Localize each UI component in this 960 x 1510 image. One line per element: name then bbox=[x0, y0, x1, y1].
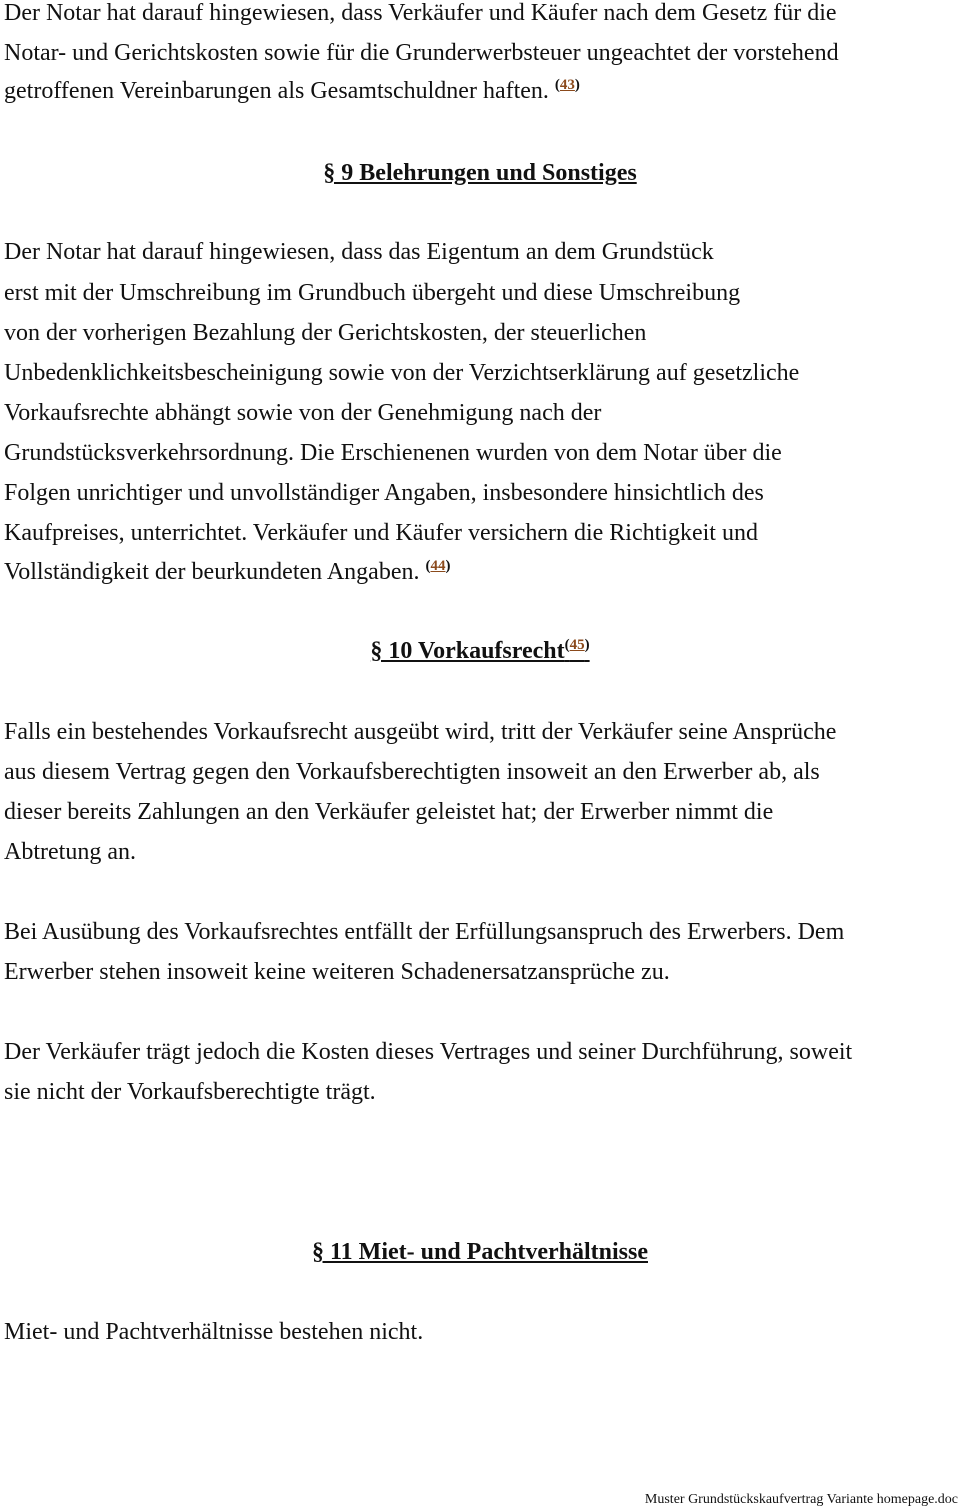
text-line: Abtretung an. bbox=[4, 839, 136, 865]
footnote-link-43[interactable]: 43 bbox=[559, 77, 575, 93]
text-line: sie nicht der Vorkaufsberechtigte trägt. bbox=[4, 1079, 376, 1105]
text: Vollständigkeit der beurkundeten Angaben. bbox=[4, 559, 420, 585]
footnote-ref: (45) bbox=[564, 637, 590, 653]
text: getroffenen Vereinbarungen als Gesamtschuldner haften. bbox=[4, 78, 549, 104]
text-line: Erwerber stehen insoweit keine weiteren Schadenersatzansprüche zu. bbox=[4, 959, 670, 985]
text-line: Falls ein bestehendes Vorkaufsrecht ausgeübt wird, tritt der Verkäufer seine Ansprüche bbox=[4, 719, 837, 745]
text-line: dieser bereits Zahlungen an den Verkäufer geleistet hat; der Erwerber nimmt die bbox=[4, 799, 774, 825]
text-line: Folgen unrichtiger und unvollständiger Angaben, insbesondere hinsichtlich des bbox=[4, 480, 764, 506]
text-line: Der Notar hat darauf hingewiesen, dass Verkäufer und Käufer nach dem Gesetz für die bbox=[4, 0, 837, 26]
text-line: Vorkaufsrechte abhängt sowie von der Genehmigung nach der bbox=[4, 400, 602, 426]
text-line: erst mit der Umschreibung im Grundbuch übergeht und diese Umschreibung bbox=[4, 280, 741, 306]
section-heading-10 bbox=[0, 637, 960, 665]
footnote-ref: (44) bbox=[425, 558, 451, 574]
text-line: Miet- und Pachtverhältnisse bestehen nicht. bbox=[4, 1319, 424, 1345]
text-line: von der vorherigen Bezahlung der Gerichtskosten, der steuerlichen bbox=[4, 320, 647, 346]
section-heading-11: § 11 Miet- und Pachtverhältnisse bbox=[312, 1239, 648, 1265]
page-footer: Muster Grundstückskaufvertrag Variante homepage.doc bbox=[644, 1492, 958, 1507]
text-line: Bei Ausübung des Vorkaufsrechtes entfällt der Erfüllungsanspruch des Erwerbers. Dem bbox=[4, 919, 845, 945]
text-line bbox=[4, 77, 580, 105]
text-line: Kaufpreises, unterrichtet. Verkäufer und Käufer versichern die Richtigkeit und bbox=[4, 520, 758, 546]
section-heading-9: § 9 Belehrungen und Sonstiges bbox=[323, 160, 637, 186]
footnote-link-45[interactable]: 45 bbox=[569, 637, 585, 653]
text-line bbox=[4, 558, 450, 586]
text-line: aus diesem Vertrag gegen den Vorkaufsberechtigten insoweit an den Erwerber ab, als bbox=[4, 759, 820, 785]
text-line: Der Notar hat darauf hingewiesen, dass das Eigentum an dem Grundstück bbox=[4, 239, 714, 265]
text-line: Unbedenklichkeitsbescheinigung sowie von der Verzichtserklärung auf gesetzliche bbox=[4, 360, 800, 386]
text-line: Notar- und Gerichtskosten sowie für die Grunderwerbsteuer ungeachtet der vorstehend bbox=[4, 40, 839, 66]
footnote-link-44[interactable]: 44 bbox=[430, 558, 446, 574]
footnote-ref: (43) bbox=[554, 77, 580, 93]
heading-text: § 10 Vorkaufsrecht bbox=[370, 638, 565, 664]
text-line: Grundstücksverkehrsordnung. Die Erschienenen wurden von dem Notar über die bbox=[4, 440, 782, 466]
text-line: Der Verkäufer trägt jedoch die Kosten dieses Vertrages und seiner Durchführung, soweit bbox=[4, 1039, 853, 1065]
